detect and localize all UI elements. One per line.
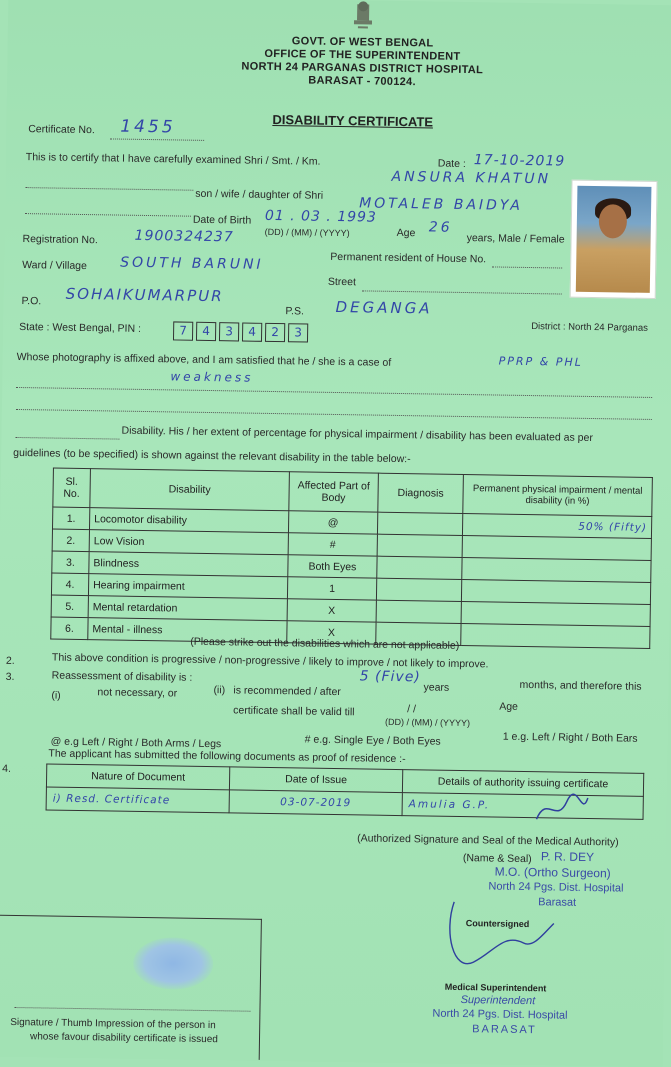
row-diagnosis bbox=[376, 600, 461, 623]
doctor-title: M.O. (Ortho Surgeon) bbox=[494, 864, 611, 881]
ps-value: DEGANGA bbox=[335, 297, 433, 318]
months-text: months, and therefore this bbox=[519, 678, 642, 693]
row-percent bbox=[461, 579, 650, 604]
header-line4: BARASAT - 700124. bbox=[308, 74, 416, 89]
row-disability: Mental retardation bbox=[88, 596, 287, 621]
clause-2-number: 2. bbox=[5, 654, 15, 667]
col-diagnosis: Diagnosis bbox=[378, 473, 464, 513]
thumb-label-1: Signature / Thumb Impression of the person in bbox=[10, 1016, 216, 1032]
name-value: ANSURA KHATUN bbox=[391, 168, 552, 188]
certificate-no-value: 1455 bbox=[120, 116, 176, 138]
col-authority: Details of authority issuing certificate bbox=[402, 770, 643, 797]
row-part: X bbox=[287, 599, 376, 622]
col-affected-part: Affected Part of Body bbox=[289, 472, 379, 512]
doctor-hospital: North 24 Pgs. Dist. Hospital bbox=[488, 880, 624, 895]
valid-date: / / bbox=[407, 703, 417, 716]
header-line3: NORTH 24 PARGANAS DISTRICT HOSPITAL bbox=[241, 60, 484, 77]
registration-value: 1900324237 bbox=[134, 227, 234, 246]
col-nature: Nature of Document bbox=[46, 764, 229, 790]
case-value-2: weakness bbox=[170, 369, 254, 385]
row-percent bbox=[461, 623, 650, 648]
row-part: 1 bbox=[287, 577, 376, 600]
row-disability: Low Vision bbox=[89, 530, 288, 555]
row-disability: Mental - illness bbox=[88, 618, 287, 643]
date-value: 17-10-2019 bbox=[473, 152, 566, 170]
thumb-label-2: whose favour disability certificate is issued bbox=[29, 1031, 218, 1046]
dob-label: Date of Birth bbox=[192, 213, 252, 227]
row-no: 2. bbox=[52, 529, 89, 552]
district-label: District : North 24 Parganas bbox=[531, 321, 648, 334]
pin-digit: 4 bbox=[242, 323, 262, 342]
sup-stamp-3: BARASAT bbox=[472, 1023, 537, 1037]
row-no: 4. bbox=[51, 573, 88, 596]
doc-nature: i) Resd. Certificate bbox=[46, 787, 229, 813]
dob-format: (DD) / (MM) / (YYYY) bbox=[264, 226, 350, 239]
date-format: (DD) / (MM) / (YYYY) bbox=[384, 716, 471, 729]
certificate-no-label: Certificate No. bbox=[28, 123, 95, 137]
clause-3-text: Reassessment of disability is : bbox=[51, 669, 193, 684]
clause-4-number: 4. bbox=[2, 762, 12, 775]
legend-ears: 1 e.g. Left / Right / Both Ears bbox=[502, 730, 638, 745]
col-impairment: Permanent physical impairment / mental disability (in %) bbox=[463, 475, 653, 517]
age-label: Age bbox=[396, 226, 416, 240]
guidelines-text: guidelines (to be specified) is shown against the relevant disability in the table below:- bbox=[13, 446, 411, 466]
legend-arms: @ e.g Left / Right / Both Arms / Legs bbox=[50, 735, 222, 751]
applicant-photo bbox=[570, 180, 658, 299]
pin-digit: 3 bbox=[288, 323, 308, 342]
name-seal-label: (Name & Seal) bbox=[462, 852, 532, 866]
col-disability: Disability bbox=[90, 469, 290, 511]
clause-3-i: (i) bbox=[51, 689, 61, 702]
photo-text: Whose photography is affixed above, and I am satisfied that he / she is a case of bbox=[16, 350, 392, 369]
row-disability: Hearing impairment bbox=[88, 574, 287, 599]
row-no: 3. bbox=[52, 551, 89, 574]
sup-title: Medical Superintendent bbox=[444, 981, 547, 994]
po-label: P.O. bbox=[21, 295, 42, 308]
dob-value: 01 . 03 . 1993 bbox=[264, 207, 378, 226]
row-percent: 50% (Fifty) bbox=[462, 513, 651, 538]
sup-stamp-2: North 24 Pgs. Dist. Hospital bbox=[432, 1007, 568, 1022]
pin-boxes bbox=[173, 321, 311, 342]
resident-label: Permanent resident of House No. bbox=[330, 250, 487, 266]
date-label: Date : bbox=[437, 157, 466, 171]
pin-digit: 3 bbox=[219, 322, 239, 341]
thumb-impression-icon bbox=[133, 937, 214, 990]
father-value: MOTALEB BAIDYA bbox=[359, 195, 524, 214]
row-percent bbox=[462, 557, 651, 582]
reassess-value: 5 (Five) bbox=[359, 668, 421, 686]
doctor-place: Barasat bbox=[538, 896, 577, 909]
street-label: Street bbox=[327, 275, 357, 289]
sup-stamp-1: Superintendent bbox=[460, 994, 536, 1008]
gender-text: years, Male / Female bbox=[466, 232, 565, 246]
valid-text: certificate shall be valid till bbox=[233, 704, 355, 719]
row-diagnosis bbox=[376, 578, 461, 601]
header-line1: GOVT. OF WEST BENGAL bbox=[291, 35, 434, 50]
clause-3-ii-text: is recommended / after bbox=[233, 684, 341, 699]
pin-digit: 7 bbox=[173, 321, 193, 340]
certify-text: This is to certify that I have carefully examined Shri / Smt. / Km. bbox=[25, 151, 321, 168]
row-disability: Blindness bbox=[89, 552, 288, 577]
clause-3-i-text: not necessary, or bbox=[97, 686, 178, 700]
ps-label: P.S. bbox=[285, 305, 305, 318]
ward-label: Ward / Village bbox=[22, 259, 88, 273]
state-emblem-icon bbox=[346, 0, 380, 31]
clause-2-text: This above condition is progressive / non-progressive / likely to improve / not likely to improve. bbox=[51, 651, 489, 671]
row-diagnosis bbox=[377, 556, 462, 579]
header-line2: OFFICE OF THE SUPERINTENDENT bbox=[264, 47, 461, 63]
table-note: (Please strike out the disabilities which are not applicable) bbox=[190, 635, 460, 652]
po-value: SOHAIKUMARPUR bbox=[65, 284, 224, 306]
relation-label: son / wife / daughter of Shri bbox=[195, 187, 324, 202]
pin-digit: 2 bbox=[265, 323, 285, 342]
row-diagnosis bbox=[377, 534, 462, 557]
doc-date: 03-07-2019 bbox=[229, 790, 402, 816]
ward-value: SOUTH BARUNI bbox=[120, 254, 264, 273]
doc-authority: Amulia G.P. bbox=[402, 793, 643, 820]
row-part: X bbox=[287, 621, 376, 644]
doctor-name: P. R. DEY bbox=[540, 849, 595, 865]
page-title: DISABILITY CERTIFICATE bbox=[272, 111, 434, 130]
age-value: 26 bbox=[428, 219, 453, 236]
row-no: 1. bbox=[52, 507, 89, 530]
row-no: 5. bbox=[51, 595, 88, 618]
state-label: State : West Bengal, PIN : bbox=[19, 321, 142, 335]
disability-table bbox=[50, 468, 653, 649]
pin-digit: 4 bbox=[196, 322, 216, 341]
row-part: Both Eyes bbox=[288, 555, 377, 578]
countersigned-label: Countersigned bbox=[465, 918, 530, 930]
row-percent bbox=[461, 601, 650, 626]
case-value: PPRP & PHL bbox=[498, 354, 583, 369]
row-part: # bbox=[288, 533, 377, 556]
years-label: years bbox=[423, 681, 450, 694]
superintendent-signature-icon bbox=[433, 892, 564, 984]
row-no: 6. bbox=[51, 617, 88, 640]
clause-3-ii: (ii) bbox=[213, 684, 226, 697]
registration-label: Registration No. bbox=[22, 233, 98, 247]
row-part: @ bbox=[288, 511, 377, 534]
row-diagnosis bbox=[377, 512, 462, 535]
row-percent bbox=[462, 535, 651, 560]
clause-4-text: The applicant has submitted the following documents as proof of residence :- bbox=[48, 747, 406, 766]
col-date-of-issue: Date of Issue bbox=[229, 767, 402, 793]
row-disability: Locomotor disability bbox=[89, 508, 288, 533]
clause-3-number: 3. bbox=[5, 670, 15, 683]
auth-signature-label: (Authorized Signature and Seal of the Medical Authority) bbox=[357, 832, 619, 849]
legend-eyes: # e.g. Single Eye / Both Eyes bbox=[304, 733, 441, 748]
col-sl-no: Sl. No. bbox=[53, 468, 91, 508]
doctor-signature-icon bbox=[531, 789, 592, 830]
disability-text: Disability. His / her extent of percentage for physical impairment / disability has been evaluated as per bbox=[121, 424, 593, 445]
age-label-2: Age bbox=[499, 700, 519, 713]
